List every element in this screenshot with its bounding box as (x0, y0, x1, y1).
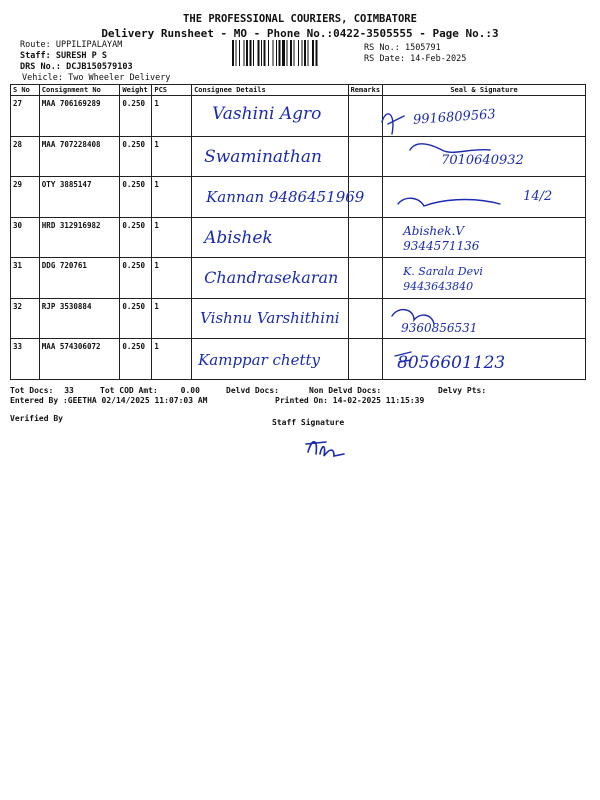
signature-handwriting: 9360856531 (401, 320, 478, 335)
row-sno: 33 (11, 339, 40, 380)
remarks-cell (348, 298, 383, 339)
signature-handwriting: 9916809563 (412, 107, 497, 128)
delvy-pts-label: Delvy Pts: (438, 386, 487, 395)
row-weight: 0.250 (120, 217, 152, 258)
signature-cell (383, 217, 586, 258)
rs-no-label: RS No.: (364, 43, 400, 53)
remarks-cell (348, 136, 383, 177)
row-sno: 27 (11, 96, 40, 137)
row-sno: 31 (11, 258, 40, 299)
table-row (11, 136, 586, 177)
tot-cod-value: 0.00 (180, 386, 200, 395)
signature-cell (383, 339, 586, 380)
vehicle-value: Two Wheeler Delivery (68, 73, 171, 83)
staff-label: Staff: (20, 51, 51, 61)
row-sno: 30 (11, 217, 40, 258)
row-consignment: MAA 574306072 (39, 339, 120, 380)
row-consignment: RJP 3530884 (39, 298, 120, 339)
drs-value: DCJB150579103 (66, 62, 133, 72)
row-consignment: DDG 720761 (39, 258, 120, 299)
row-pcs: 1 (152, 96, 192, 137)
row-pcs: 1 (152, 258, 192, 299)
consignee-cell (192, 339, 348, 380)
consignee-handwriting: Vashini Agro (212, 104, 322, 124)
signature-cell (383, 177, 586, 218)
staff-value: SURESH P S (55, 51, 108, 61)
consignee-cell (192, 96, 348, 137)
row-consignment: OTY 3885147 (39, 177, 120, 218)
delvd-docs-label: Delvd Docs: (226, 386, 279, 395)
table-row (11, 298, 586, 339)
consignee-cell (192, 136, 348, 177)
consignee-cell (192, 258, 348, 299)
signature-cell (383, 96, 586, 137)
rs-no-line (364, 43, 441, 53)
vehicle-line (22, 73, 170, 83)
runsheet-subtitle: Delivery Runsheet - MO - Phone No.:0422-3505555 - Page No.:3 (101, 27, 499, 40)
row-pcs: 1 (152, 339, 192, 380)
col-sno: S No (11, 85, 40, 96)
row-weight: 0.250 (120, 339, 152, 380)
signature-handwriting: K. Sarala Devi 9443643840 (403, 265, 483, 293)
drs-label: DRS No.: (20, 62, 61, 72)
rs-no-value: 1505791 (404, 43, 441, 53)
signature-cell (383, 258, 586, 299)
row-pcs: 1 (152, 298, 192, 339)
company-title: THE PROFESSIONAL COURIERS, COIMBATORE (183, 13, 417, 25)
entered-by: Entered By :GEETHA 02/14/2025 11:07:03 AM (10, 396, 208, 405)
col-consignment: Consignment No (39, 85, 120, 96)
route-label: Route: (20, 40, 51, 50)
row-sno: 28 (11, 136, 40, 177)
col-weight: Weight (120, 85, 152, 96)
row-weight: 0.250 (120, 136, 152, 177)
row-pcs: 1 (152, 217, 192, 258)
signature-cell (383, 136, 586, 177)
total-docs (10, 386, 74, 395)
row-pcs: 1 (152, 177, 192, 218)
vehicle-label: Vehicle: (22, 73, 63, 83)
consignee-handwriting: Vishnu Varshithini (200, 308, 340, 327)
tot-docs-value: 33 (64, 386, 74, 395)
consignee-handwriting: Kannan 9486451969 (206, 188, 365, 206)
rs-date-label: RS Date: (364, 54, 405, 64)
consignee-cell (192, 298, 348, 339)
staff-line (20, 51, 107, 61)
staff-signature-mark (304, 434, 348, 462)
col-signature: Seal & Signature (383, 85, 586, 96)
non-delvd-docs-label: Non Delvd Docs: (309, 386, 382, 395)
table-row (11, 217, 586, 258)
drs-line (20, 62, 133, 72)
consignee-cell (192, 217, 348, 258)
tot-cod-label: Tot COD Amt: (100, 386, 158, 395)
col-pcs: PCS (152, 85, 192, 96)
remarks-cell (348, 339, 383, 380)
table-row (11, 96, 586, 137)
consignee-handwriting: Abishek (204, 227, 273, 248)
row-weight: 0.250 (120, 177, 152, 218)
route-value: UPPILIPALAYAM (55, 40, 123, 50)
row-weight: 0.250 (120, 258, 152, 299)
consignee-handwriting: Swaminathan (204, 146, 322, 167)
printed-on: Printed On: 14-02-2025 11:15:39 (275, 396, 425, 405)
runsheet-table (10, 84, 586, 380)
row-pcs: 1 (152, 136, 192, 177)
total-cod (100, 386, 200, 395)
row-consignment: MAA 707228408 (39, 136, 120, 177)
row-sno: 29 (11, 177, 40, 218)
remarks-cell (348, 96, 383, 137)
staff-signature-label: Staff Signature (272, 418, 345, 427)
remarks-cell (348, 258, 383, 299)
consignee-handwriting: Kamppar chetty (198, 351, 321, 369)
consignee-cell (192, 177, 365, 218)
signature-handwriting: 8056601123 (397, 353, 506, 373)
verified-by-label: Verified By (10, 414, 63, 423)
rs-date-value: 14-Feb-2025 (410, 54, 467, 64)
row-consignment: MAA 706169289 (39, 96, 120, 137)
tot-docs-label: Tot Docs: (10, 386, 54, 395)
row-sno: 32 (11, 298, 40, 339)
rs-date-line (364, 54, 466, 64)
col-consignee: Consignee Details (192, 85, 348, 96)
barcode (232, 40, 354, 66)
signature-cell (383, 298, 586, 339)
signature-handwriting: Abishek.V 9344571136 (403, 223, 480, 253)
route-line (20, 40, 122, 50)
table-row (11, 339, 586, 380)
signature-handwriting: 14/2 (523, 189, 553, 204)
table-header-row (11, 85, 586, 96)
row-weight: 0.250 (120, 298, 152, 339)
table-row (11, 177, 586, 218)
col-remarks: Remarks (348, 85, 383, 96)
remarks-cell (348, 217, 383, 258)
row-weight: 0.250 (120, 96, 152, 137)
signature-handwriting: 7010640932 (441, 152, 524, 168)
row-consignment: HRD 312916982 (39, 217, 120, 258)
table-row (11, 258, 586, 299)
consignee-handwriting: Chandrasekaran (204, 268, 339, 287)
